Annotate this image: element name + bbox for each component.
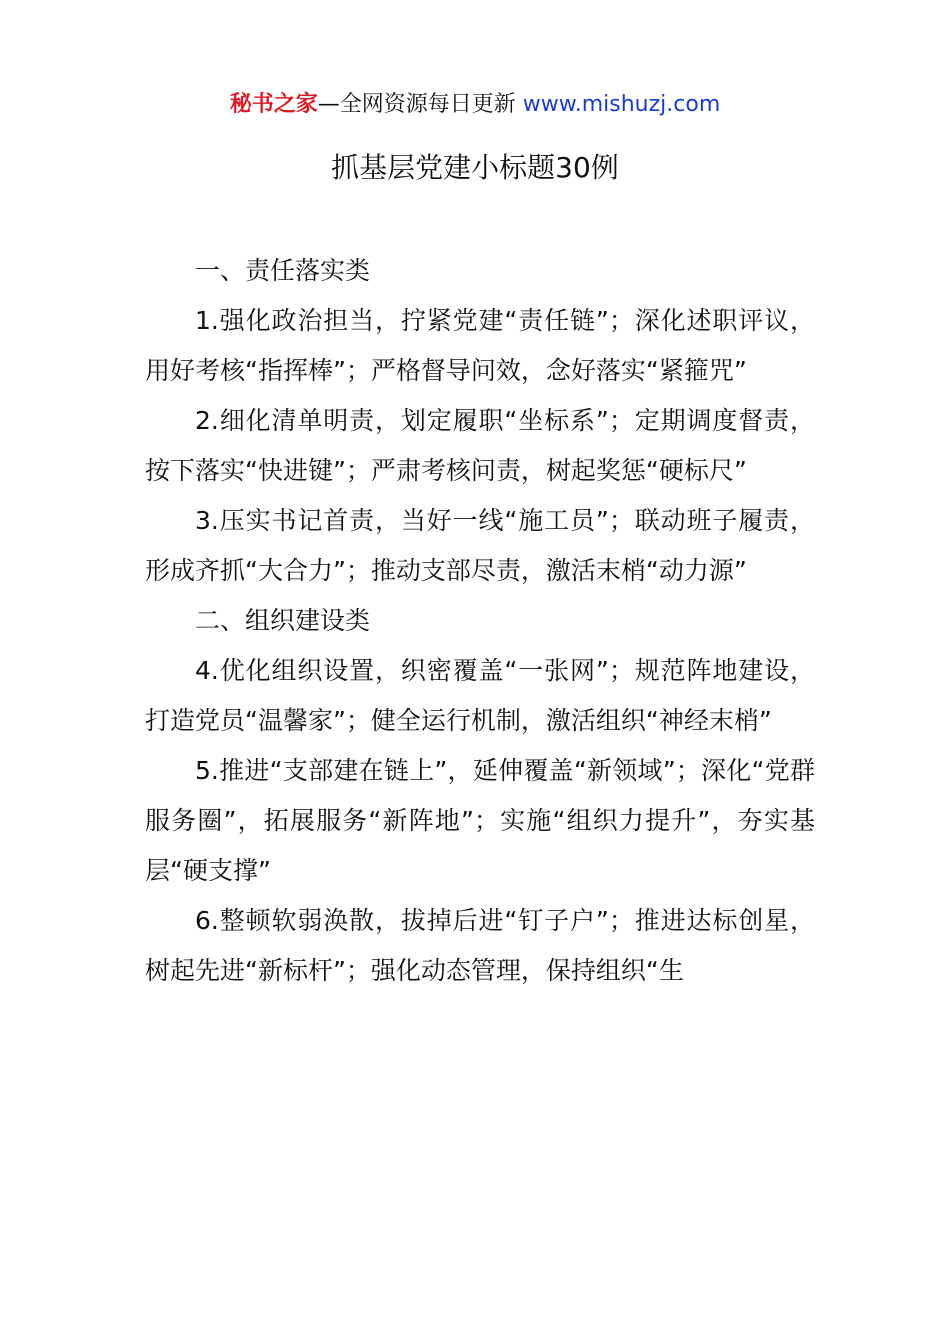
site-url-link[interactable]: www.mishuzj.com <box>522 92 721 117</box>
site-header <box>0 88 950 122</box>
document-title: 抓基层党建小标题30例 <box>331 151 619 184</box>
section-heading: 一、责任落实类 <box>195 256 371 285</box>
document-body <box>145 246 815 996</box>
list-item: 4.优化组织设置，织密覆盖“一张网”；规范阵地建设，打造党员“温馨家”；健全运行机制，激活组织“神经末梢” <box>145 656 815 735</box>
list-item: 2.细化清单明责，划定履职“坐标系”；定期调度督责，按下落实“快进键”；严肃考核问责，树起奖惩“硬标尺” <box>145 406 815 485</box>
list-item: 6.整顿软弱涣散，拔掉后进“钉子户”；推进达标创星，树起先进“新标杆”；强化动态管理，保持组织“生 <box>145 906 815 985</box>
list-item: 5.推进“支部建在链上”，延伸覆盖“新领域”；深化“党群服务圈”，拓展服务“新阵地”；实施“组织力提升”，夯实基层“硬支撑” <box>145 756 815 885</box>
header-slogan: —全网资源每日更新 <box>317 92 523 117</box>
list-item: 1.强化政治担当，拧紧党建“责任链”；深化述职评议，用好考核“指挥棒”；严格督导问效，念好落实“紧箍咒” <box>145 306 815 385</box>
brand-name: 秘书之家 <box>229 92 318 117</box>
section-heading: 二、组织建设类 <box>195 606 371 635</box>
list-item: 3.压实书记首责，当好一线“施工员”；联动班子履责，形成齐抓“大合力”；推动支部尽责，激活末梢“动力源” <box>145 506 815 585</box>
